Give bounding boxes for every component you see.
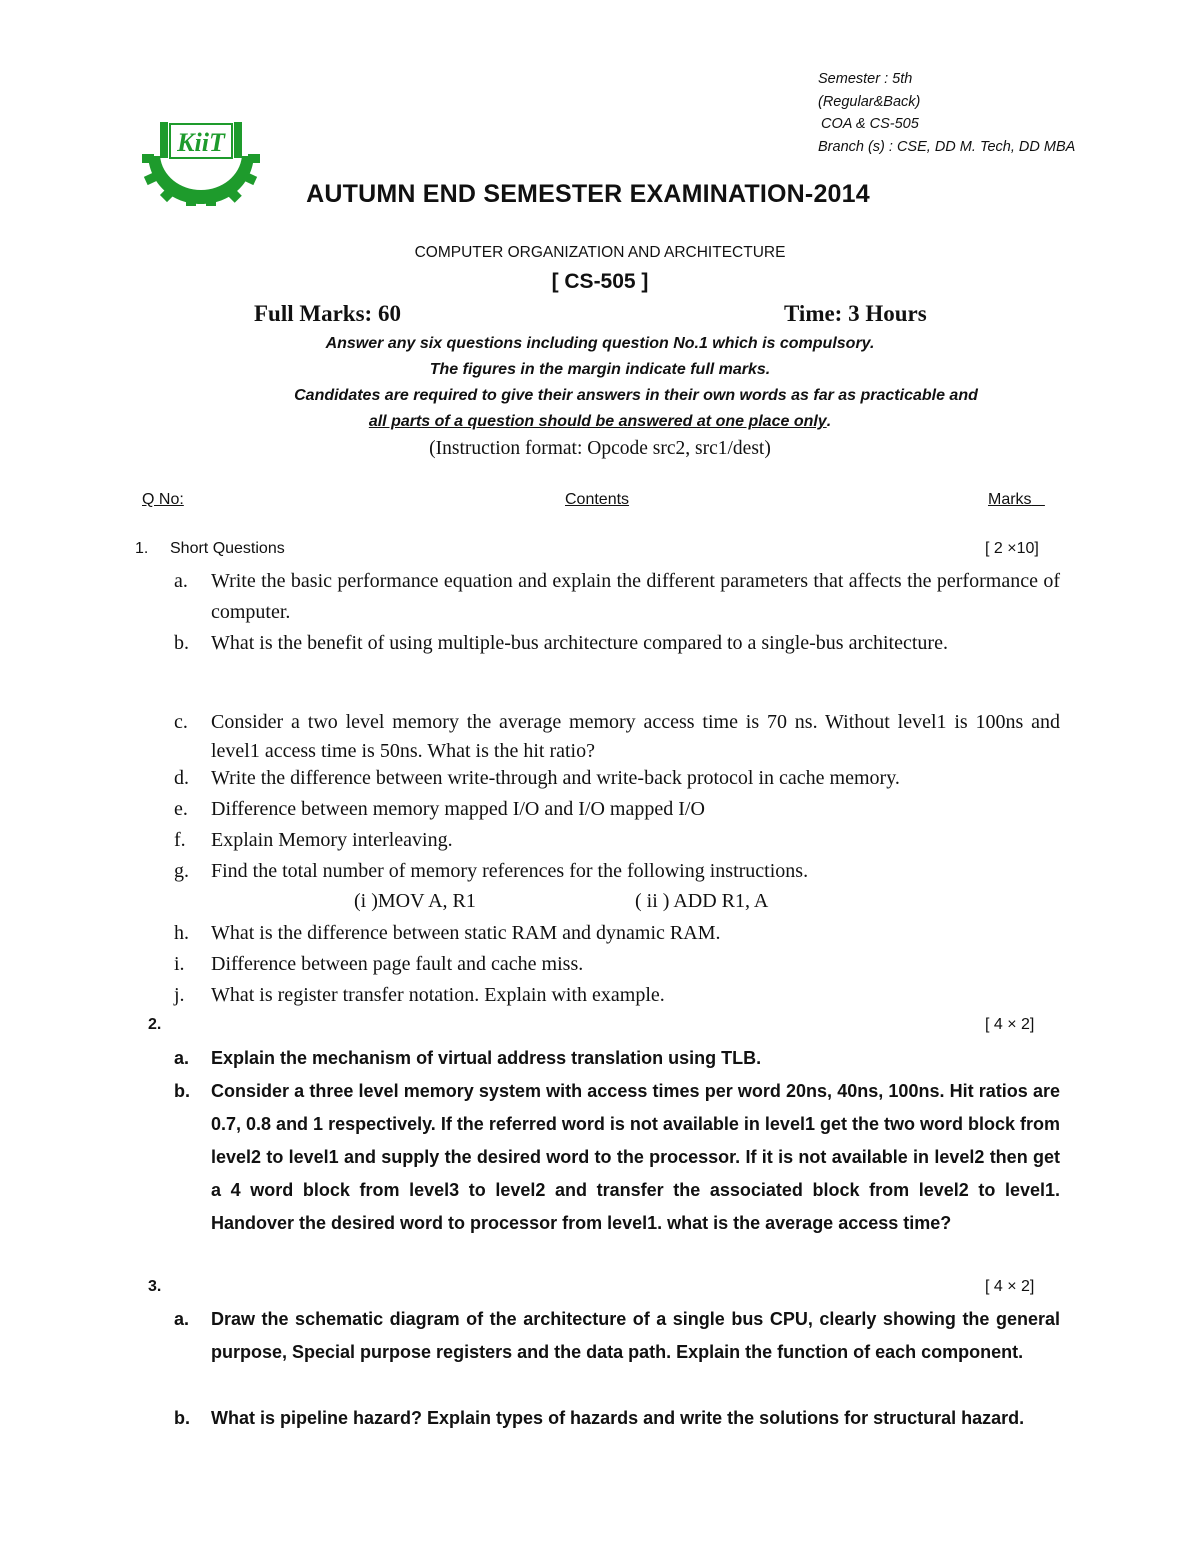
- q1-title: Short Questions: [170, 540, 285, 557]
- q1-item-a-label: a.: [174, 570, 188, 592]
- q1-marks: [ 2 ×10]: [985, 540, 1039, 557]
- instruction-line-4: [0, 413, 1200, 431]
- q1-item-j: [174, 980, 1060, 1011]
- column-header-contents: Contents: [565, 491, 630, 508]
- q1-item-g-label: g.: [174, 860, 189, 882]
- instruction-line-3: Candidates are required to give their answers in their own words as far as practicable and: [294, 387, 978, 404]
- course-label: COA & CS-505: [821, 116, 919, 132]
- instruction-line-4-text: all parts of a question should be answered at one place only: [368, 413, 827, 430]
- q3-item-a: [174, 1303, 1060, 1369]
- q1-item-i-label: i.: [174, 953, 185, 975]
- q3-item-a-label: a.: [174, 1309, 190, 1329]
- q2-item-b: [174, 1075, 1060, 1240]
- column-header-marks-text: Marks: [988, 491, 1032, 508]
- branch-label: Branch (s) : CSE, DD M. Tech, DD MBA: [818, 138, 1076, 155]
- q1-item-j-label: j.: [174, 984, 185, 1006]
- q2-marks: [ 4 × 2]: [985, 1016, 1035, 1033]
- q1-item-e-label: e.: [174, 798, 188, 820]
- q1-item-a: [174, 566, 1060, 628]
- q1-number: 1.: [135, 540, 149, 557]
- q1-item-d-text: Write the difference between write-through and write-back protocol in cache memory.: [211, 767, 900, 789]
- q1-item-b-label: b.: [174, 632, 189, 654]
- q1-item-c-label: c.: [174, 711, 188, 733]
- instruction-format: (Instruction format: Opcode src2, src1/dest): [429, 438, 771, 459]
- q2-number: 2.: [148, 1016, 162, 1033]
- q3-item-b: [174, 1402, 1060, 1435]
- q1-item-b-text: What is the benefit of using multiple-bus architecture compared to a single-bus architecture.: [211, 632, 948, 654]
- q3-number: 3.: [148, 1278, 162, 1295]
- q1-item-e-text: Difference between memory mapped I/O and I/O mapped I/O: [211, 798, 705, 820]
- q3-item-b-text: What is pipeline hazard? Explain types of hazards and write the solutions for structural hazard.: [211, 1408, 1025, 1428]
- q1-item-b: [174, 628, 1060, 659]
- q1-item-h-text: What is the difference between static RAM and dynamic RAM.: [211, 922, 721, 944]
- logo-text: KiiT: [177, 128, 225, 157]
- full-marks: Full Marks: 60: [254, 301, 401, 326]
- column-header-qno: Q No:: [142, 491, 184, 508]
- semester-label: Semester : 5th: [818, 71, 913, 87]
- q1-item-h-label: h.: [174, 922, 189, 944]
- q1-item-h: [174, 918, 1060, 949]
- q2-item-a-text: Explain the mechanism of virtual address translation using TLB.: [211, 1048, 762, 1068]
- q3-item-a-text: Draw the schematic diagram of the architecture of a single bus CPU, clearly showing the general purpose, Special purpose registers and the data path. Explain the function of each component.: [211, 1309, 1060, 1362]
- q2-item-a: [174, 1042, 1060, 1075]
- exam-meta: [818, 68, 1075, 158]
- instruction-line-4-end: .: [826, 413, 832, 430]
- q1-item-f: [174, 825, 1060, 856]
- q1-item-i: [174, 949, 1060, 980]
- q1-item-i-text: Difference between page fault and cache miss.: [211, 953, 584, 975]
- subject-title: COMPUTER ORGANIZATION AND ARCHITECTURE: [414, 244, 786, 261]
- instruction-line-2: The figures in the margin indicate full marks.: [429, 361, 771, 378]
- q1-item-f-label: f.: [174, 829, 186, 851]
- q1-item-g: [174, 856, 1060, 887]
- q3-item-b-label: b.: [174, 1408, 190, 1428]
- time-allowed: Time: 3 Hours: [784, 301, 927, 326]
- q1-item-e: [174, 794, 1060, 825]
- q1-item-f-text: Explain Memory interleaving.: [211, 829, 453, 851]
- exam-title: [0, 180, 1200, 209]
- q2-item-b-label: b.: [174, 1081, 190, 1101]
- q1-instruction-ii: ( ii ) ADD R1, A: [635, 890, 769, 912]
- course-code: [ CS-505 ]: [551, 270, 649, 293]
- q1-item-d-label: d.: [174, 767, 189, 789]
- q2-item-b-text: Consider a three level memory system with access times per word 20ns, 40ns, 100ns. Hit ratios are 0.7, 0.8 and 1 respectively. If the referred word is not available in level1 get the two word block from level2 to level1 and supply the desired word to the processor. If it is not available in level2 then get a 4 word block from level3 to level2 and transfer the associated block from level2 to level1. Handover the desired word to processor from level1. what is the average access time?: [211, 1081, 1060, 1233]
- q1-instruction-i: (i )MOV A, R1: [354, 890, 476, 912]
- q1-item-a-text: Write the basic performance equation and explain the different parameters that affects the performance of computer.: [211, 570, 1060, 623]
- q1-item-g-text: Find the total number of memory references for the following instructions.: [211, 860, 809, 882]
- q3-marks: [ 4 × 2]: [985, 1278, 1035, 1295]
- exam-type-label: (Regular&Back): [818, 93, 921, 110]
- exam-title-text: AUTUMN END SEMESTER EXAMINATION-2014: [306, 180, 870, 208]
- q1-item-d: [174, 763, 1060, 794]
- q2-item-a-label: a.: [174, 1048, 190, 1068]
- q1-item-c: [174, 708, 1060, 766]
- q1-item-c-text: Consider a two level memory the average memory access time is 70 ns. Without level1 is 100ns and level1 access time is 50ns. What is the hit ratio?: [211, 711, 1060, 762]
- q1-item-j-text: What is register transfer notation. Explain with example.: [211, 984, 665, 1006]
- column-header-marks: [988, 491, 1045, 509]
- instruction-line-1: Answer any six questions including question No.1 which is compulsory.: [325, 335, 875, 352]
